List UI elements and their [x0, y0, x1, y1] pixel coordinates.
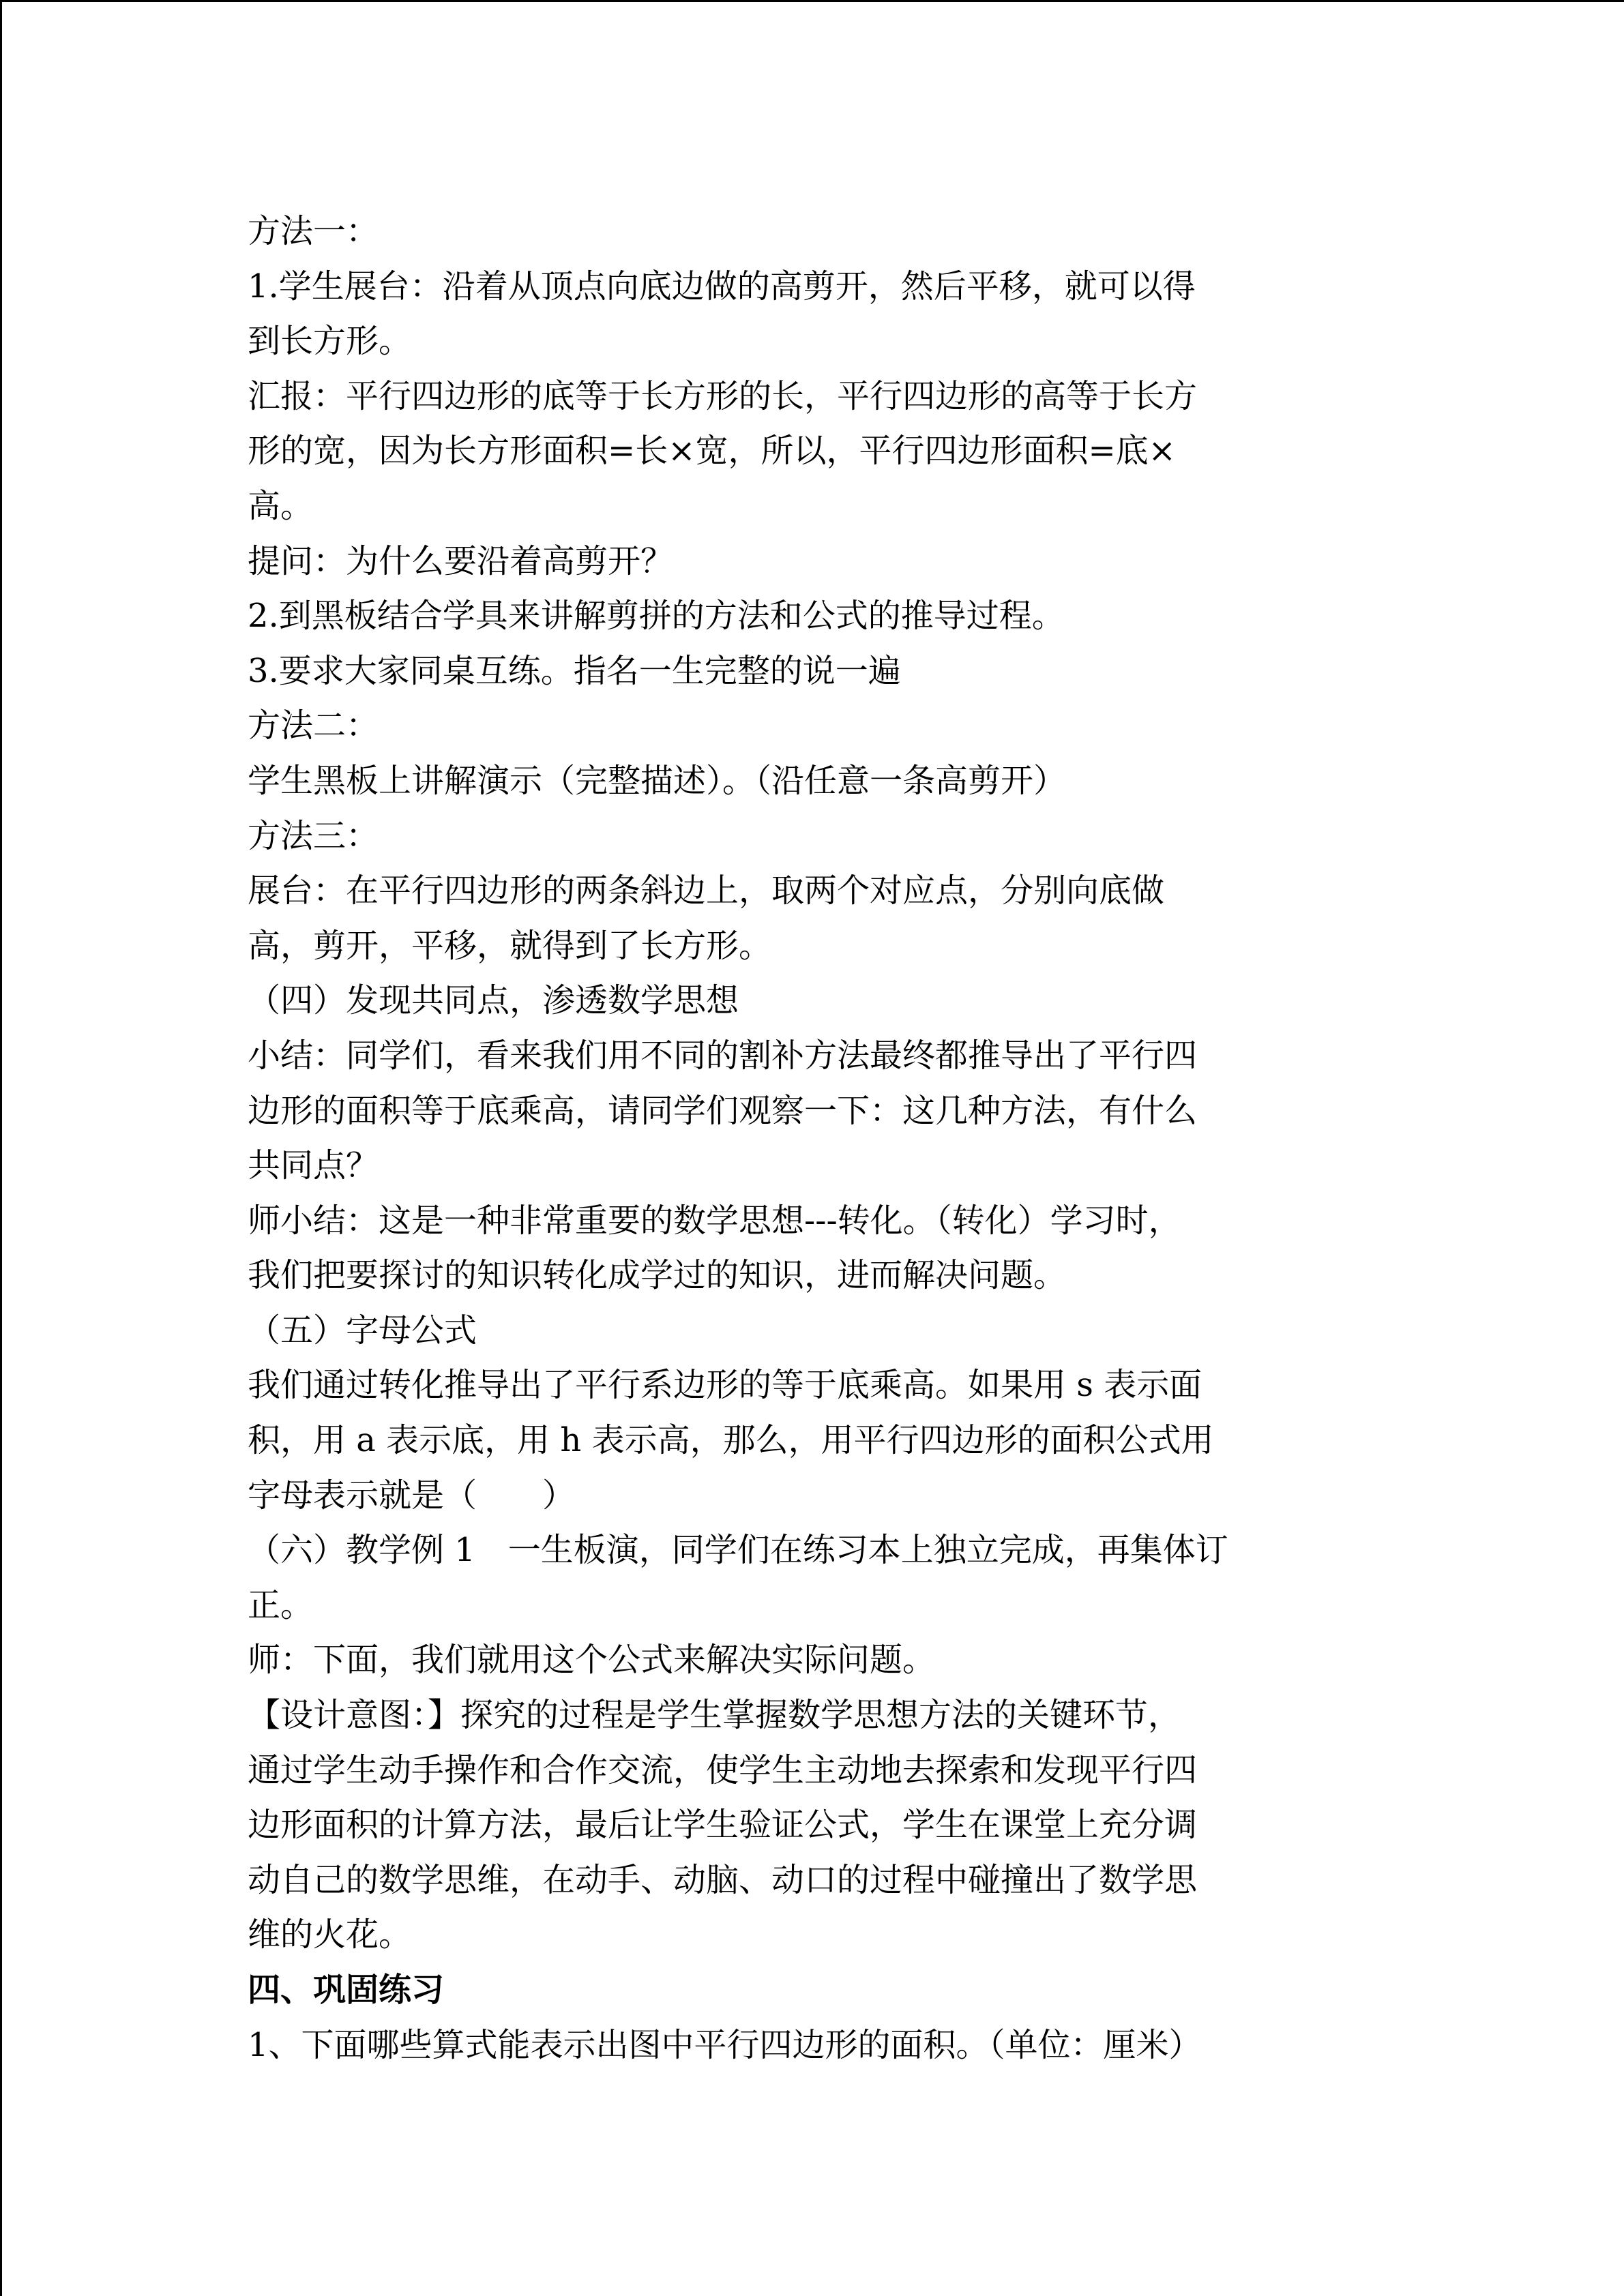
text-line: 小结：同学们，看来我们用不同的割补方法最终都推导出了平行四: [248, 1036, 1198, 1075]
text-line: 汇报：平行四边形的底等于长方形的长，平行四边形的高等于长方: [248, 376, 1198, 415]
method-three-heading: 方法三：: [248, 816, 379, 855]
subsection-heading: （四）发现共同点，渗透数学思想: [248, 981, 739, 1020]
text-line: 师小结：这是一种非常重要的数学思想---转化。（转化）学习时，: [248, 1201, 1181, 1240]
text-line: 2.到黑板结合学具来讲解剪拼的方法和公式的推导过程。: [248, 597, 1065, 636]
text-line: 共同点？: [248, 1146, 379, 1185]
text-line: 高，剪开，平移，就得到了长方形。: [248, 926, 772, 965]
text-line: 边形的面积等于底乘高，请同学们观察一下：这几种方法，有什么: [248, 1091, 1198, 1130]
text-line: 字母表示就是（ ）: [248, 1476, 576, 1515]
text-line: 我们通过转化推导出了平行系边形的等于底乘高。如果用 s 表示面: [248, 1366, 1202, 1405]
text-line: 3.要求大家同桌互练。指名一生完整的说一遍: [248, 651, 901, 690]
text-line: 边形面积的计算方法，最后让学生验证公式，学生在课堂上充分调: [248, 1806, 1198, 1845]
exercise-item: 1、下面哪些算式能表示出图中平行四边形的面积。（单位：厘米）: [248, 2025, 1202, 2064]
document-body: [248, 204, 1393, 2072]
text-line: 展台：在平行四边形的两条斜边上，取两个对应点，分别向底做: [248, 871, 1165, 910]
text-line: （六）教学例 1 一生板演，同学们在练习本上独立完成，再集体订: [248, 1531, 1228, 1570]
text-line: 师：下面，我们就用这个公式来解决实际问题。: [248, 1641, 936, 1680]
text-line: 我们把要探讨的知识转化成学过的知识，进而解决问题。: [248, 1256, 1067, 1295]
method-two-heading: 方法二：: [248, 706, 379, 745]
text-line: 动自己的数学思维，在动手、动脑、动口的过程中碰撞出了数学思: [248, 1860, 1198, 1899]
text-line: 学生黑板上讲解演示（完整描述）。（沿任意一条高剪开）: [248, 761, 1067, 800]
text-line: 形的宽，因为长方形面积=长×宽，所以，平行四边形面积=底×: [248, 432, 1176, 471]
design-intent-line: 【设计意图：】探究的过程是学生掌握数学思想方法的关键环节，: [248, 1696, 1181, 1735]
text-line: 正。: [248, 1585, 314, 1624]
text-line: 高。: [248, 486, 314, 525]
subsection-heading: （五）字母公式: [248, 1311, 477, 1350]
text-line: 积，用 a 表示底，用 h 表示高，那么，用平行四边形的面积公式用: [248, 1421, 1214, 1460]
method-one-heading: 方法一：: [248, 212, 379, 250]
section-heading: 四、巩固练习: [248, 1971, 445, 2009]
text-line: 1.学生展台：沿着从顶点向底边做的高剪开，然后平移，就可以得: [248, 267, 1196, 305]
text-line: 维的火花。: [248, 1915, 412, 1954]
text-line: 提问：为什么要沿着高剪开？: [248, 541, 674, 580]
text-line: 通过学生动手操作和合作交流，使学生主动地去探索和发现平行四: [248, 1750, 1198, 1789]
text-line: 到长方形。: [248, 322, 412, 361]
